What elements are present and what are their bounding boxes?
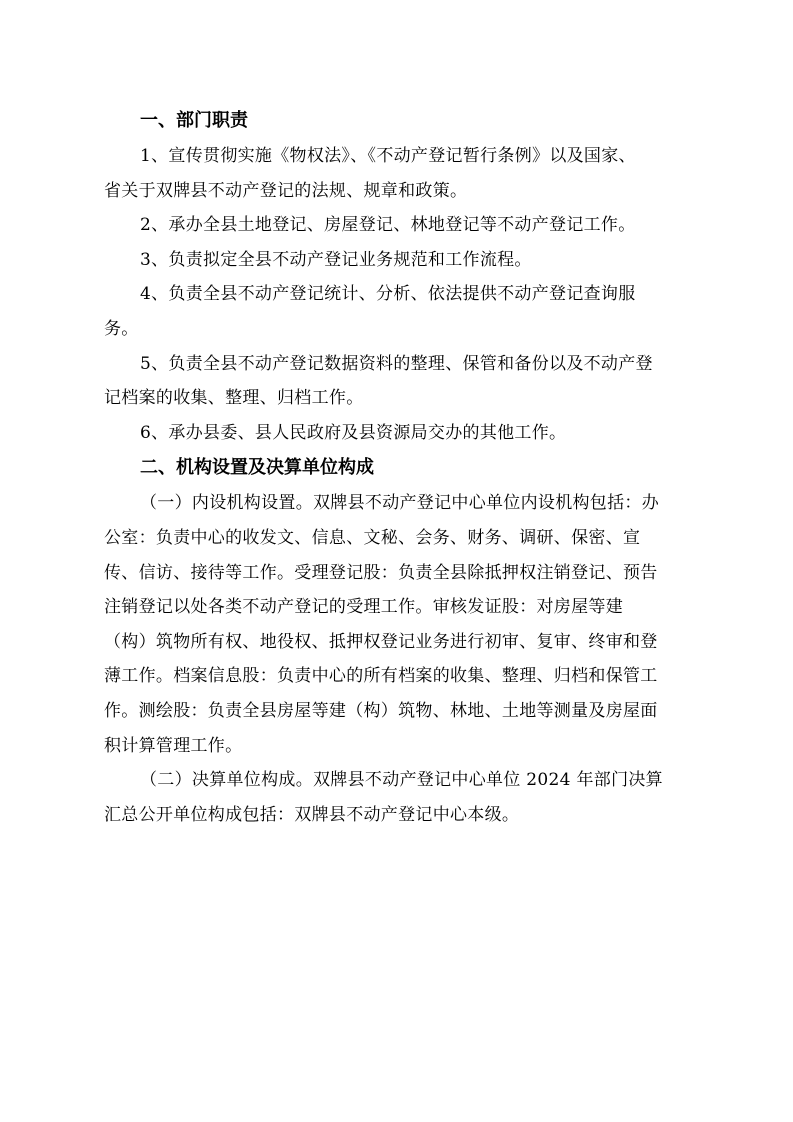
paragraph-line: 务。 <box>104 318 139 339</box>
paragraph-line: 积计算管理工作。 <box>104 735 243 756</box>
paragraph-line: （构）筑物所有权、地役权、抵押权登记业务进行初审、复审、终审和登 <box>104 631 658 652</box>
paragraph-line: 4、负责全县不动产登记统计、分析、依法提供不动产登记查询服 <box>140 284 636 305</box>
duty-paragraph-1 <box>104 139 688 208</box>
duty-paragraph-5 <box>104 347 688 416</box>
paragraph-line: 1、宣传贯彻实施《物权法》、《不动产登记暂行条例》以及国家、 <box>140 146 636 166</box>
section-heading-duties: 一、部门职责 <box>140 110 248 131</box>
paragraph-line: （二）决算单位构成。双牌县不动产登记中心单位 2024 年部门决算 <box>140 770 663 791</box>
paragraph-line: （一）内设机构设置。双牌县不动产登记中心单位内设机构包括：办 <box>140 493 659 514</box>
paragraph-line: 注销登记以处各类不动产登记的受理工作。审核发证股：对房屋等建 <box>104 597 623 618</box>
section-heading-organization: 二、机构设置及决算单位构成 <box>140 457 374 479</box>
paragraph-line: 2、承办全县土地登记、房屋登记、林地登记等不动产登记工作。 <box>140 215 636 236</box>
paragraph-line: 6、承办县委、县人民政府及县资源局交办的其他工作。 <box>140 422 567 443</box>
document-page <box>104 103 688 832</box>
duty-paragraph-3 <box>104 243 688 278</box>
duty-paragraph-6 <box>104 416 688 451</box>
paragraph-line: 公室：负责中心的收发文、信息、文秘、会务、财务、调研、保密、宣 <box>104 527 641 548</box>
duty-paragraph-4 <box>104 277 688 346</box>
duty-paragraph-2 <box>104 208 688 243</box>
internal-structure-paragraph <box>104 486 688 763</box>
paragraph-line: 5、负责全县不动产登记数据资料的整理、保管和备份以及不动产登 <box>140 353 653 374</box>
accounting-unit-paragraph <box>104 763 688 832</box>
paragraph-line: 3、负责拟定全县不动产登记业务规范和工作流程。 <box>140 249 532 270</box>
paragraph-line: 汇总公开单位构成包括：双牌县不动产登记中心本级。 <box>104 804 520 825</box>
paragraph-line: 作。测绘股：负责全县房屋等建（构）筑物、林地、土地等测量及房屋面 <box>104 700 658 721</box>
paragraph-line: 传、信访、接待等工作。受理登记股：负责全县除抵押权注销登记、预告 <box>104 562 658 583</box>
paragraph-line: 省关于双牌县不动产登记的法规、规章和政策。 <box>104 180 468 201</box>
paragraph-line: 记档案的收集、整理、归档工作。 <box>104 388 364 409</box>
paragraph-line: 薄工作。档案信息股：负责中心的所有档案的收集、整理、归档和保管工 <box>104 666 658 687</box>
